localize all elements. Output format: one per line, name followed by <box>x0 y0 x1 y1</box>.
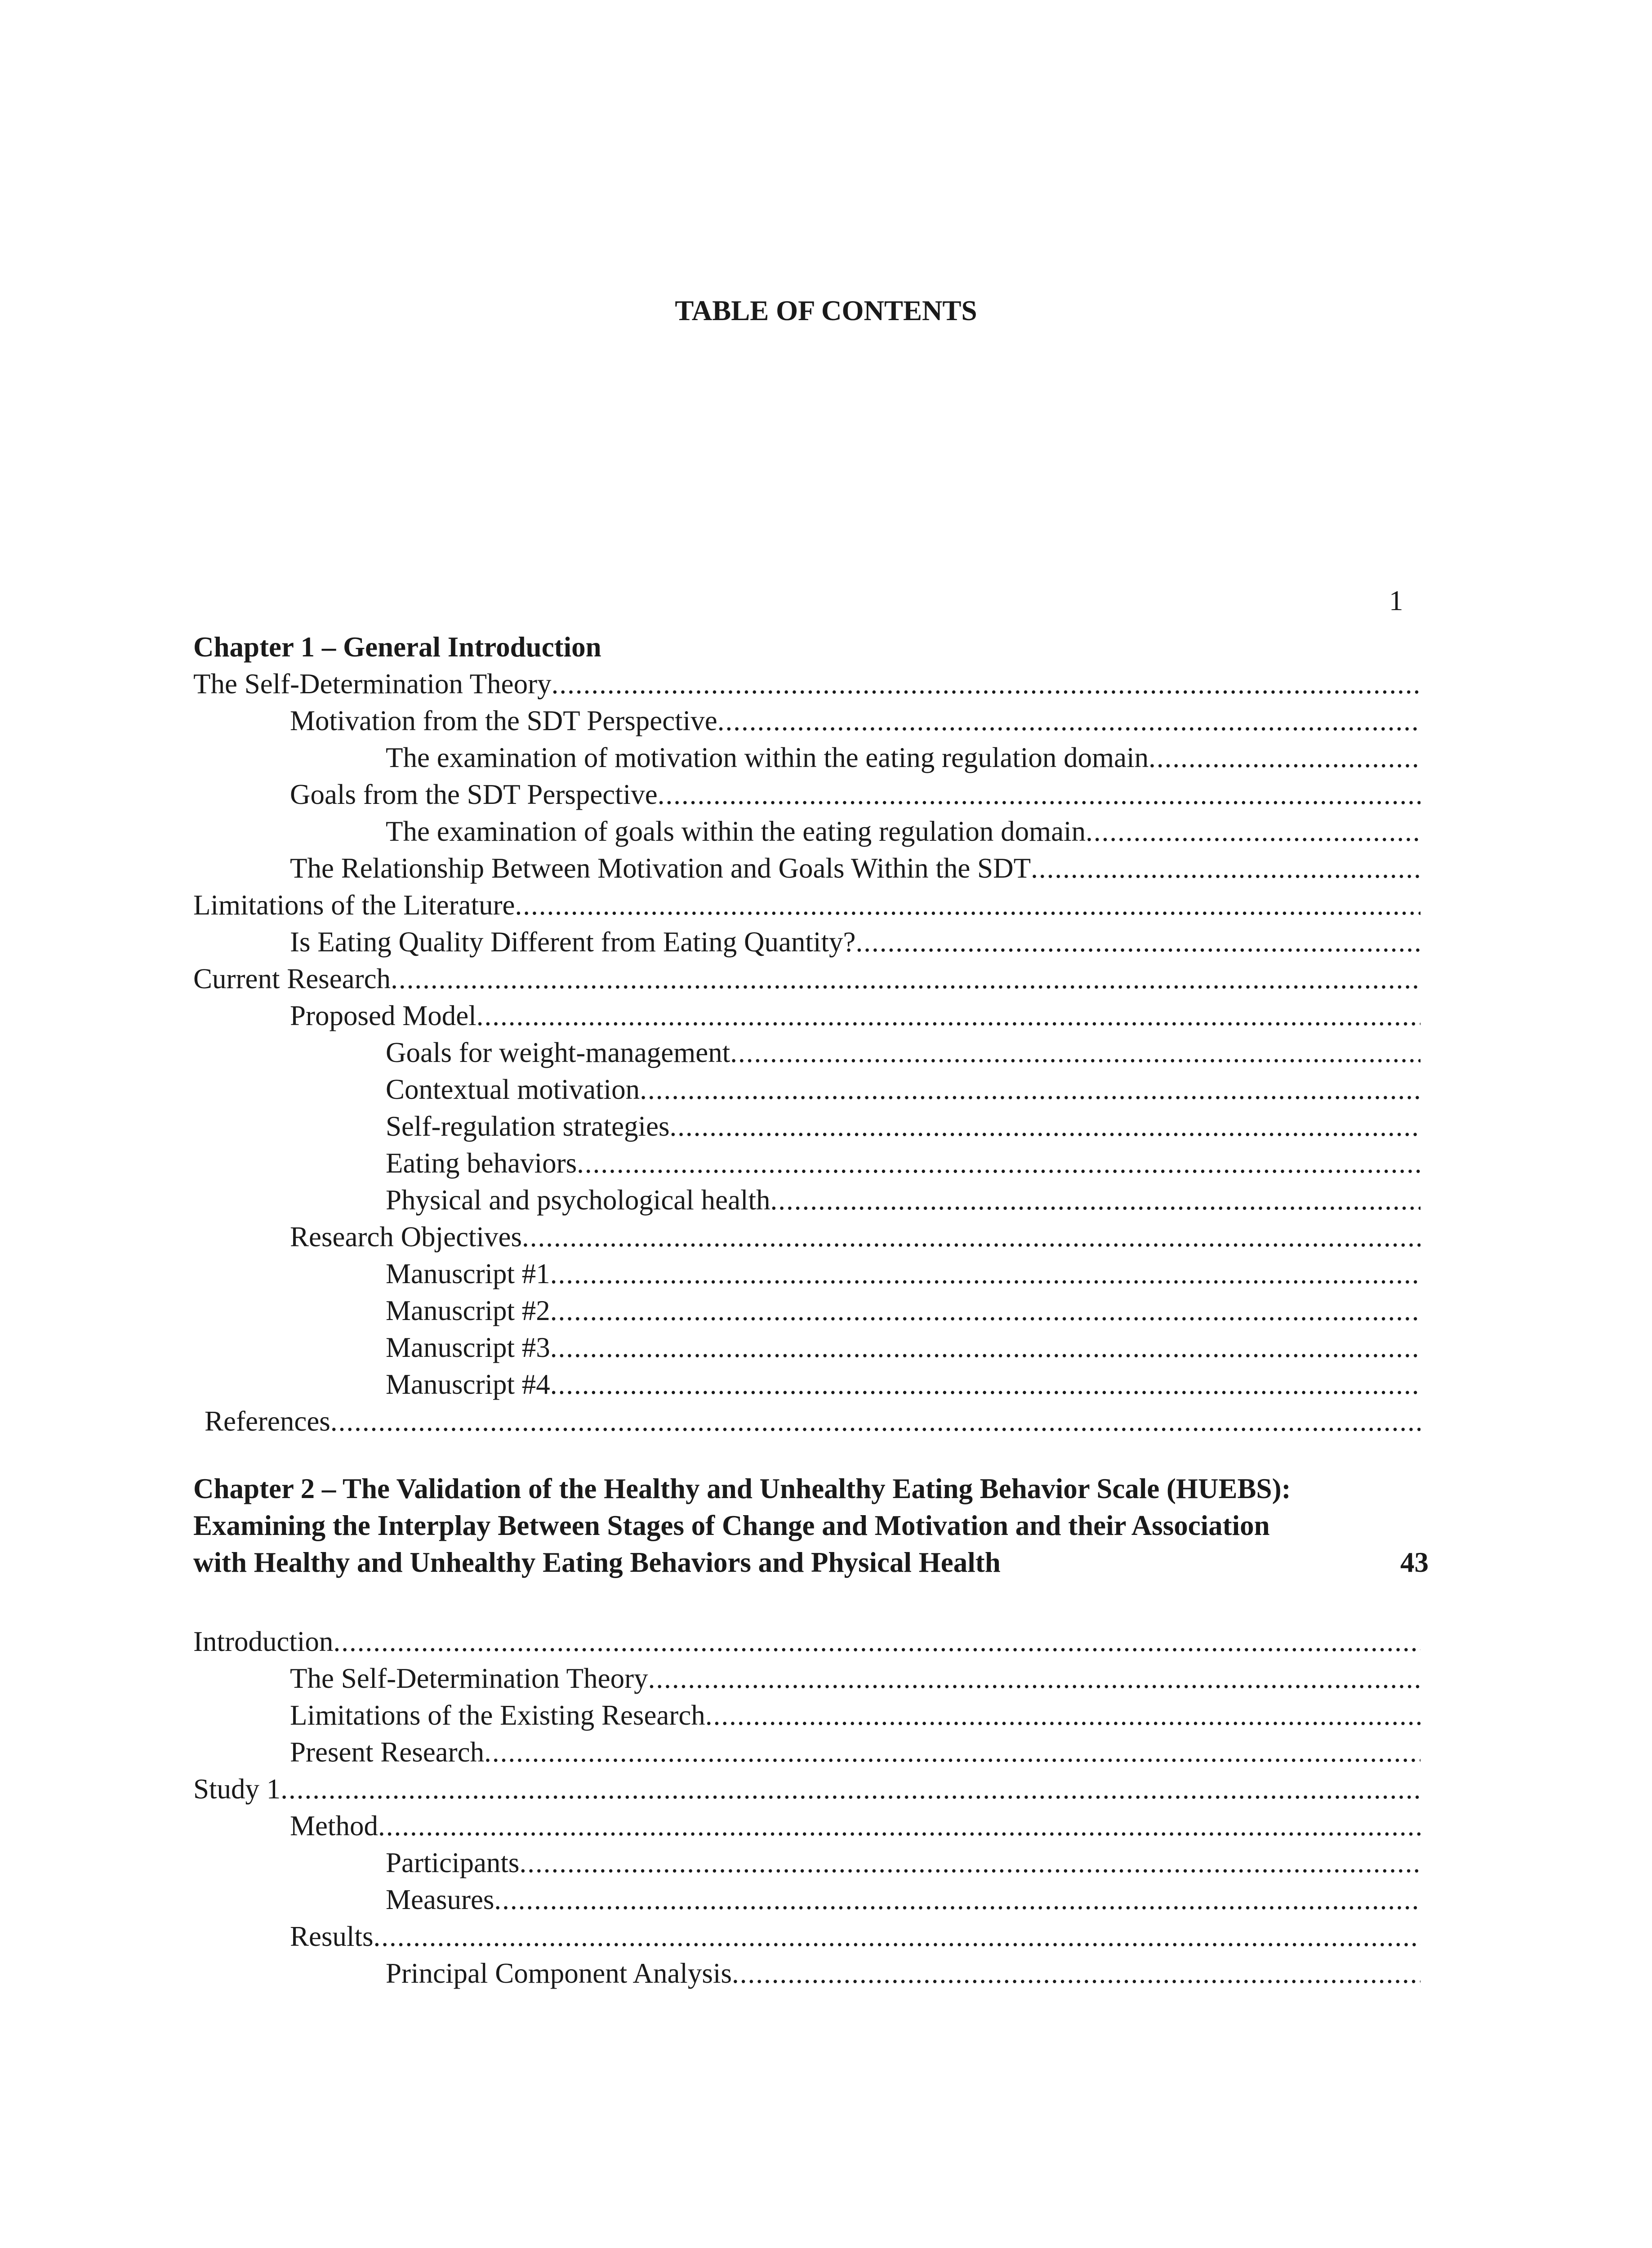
toc-entry-label: The Relationship Between Motivation and Goals Within the SDT <box>290 852 1031 884</box>
toc-dot-leader <box>732 1955 1420 1992</box>
toc-entry[interactable] <box>386 1881 1420 1918</box>
toc-entry-label: Goals for weight-management <box>386 1037 730 1068</box>
toc-dot-leader <box>374 1918 1420 1955</box>
toc-dot-leader <box>550 1366 1420 1403</box>
toc-entry[interactable] <box>386 1844 1420 1881</box>
toc-dot-leader <box>522 1218 1420 1255</box>
toc-entry[interactable] <box>205 1403 1420 1440</box>
chapter1-heading: Chapter 1 – General Introduction <box>193 631 601 663</box>
toc-entry[interactable] <box>290 1697 1420 1734</box>
toc-entry-label: Principal Component Analysis <box>386 1958 732 1989</box>
toc-entry[interactable] <box>386 1366 1420 1403</box>
toc-dot-leader <box>550 1292 1420 1329</box>
toc-dot-leader <box>730 1034 1420 1071</box>
toc-dot-leader <box>640 1071 1420 1108</box>
toc-entry[interactable] <box>386 1034 1420 1071</box>
toc-dot-leader <box>281 1771 1420 1807</box>
toc-dot-leader <box>705 1697 1420 1734</box>
toc-entry-label: Contextual motivation <box>386 1074 640 1105</box>
toc-entry-label: Self-regulation strategies <box>386 1111 670 1142</box>
toc-entry-label: Current Research <box>193 963 391 995</box>
toc-entry-label: Results <box>290 1921 374 1952</box>
toc-entry[interactable] <box>386 739 1420 776</box>
toc-entry-label: Manuscript #1 <box>386 1258 550 1289</box>
toc-entry[interactable] <box>386 1145 1420 1182</box>
toc-dot-leader <box>330 1403 1420 1440</box>
chapter2-heading-line-3: with Healthy and Unhealthy Eating Behaviors and Physical Health <box>193 1547 1001 1578</box>
toc-entry[interactable] <box>193 1771 1420 1807</box>
toc-dot-leader <box>476 997 1420 1034</box>
toc-dot-leader <box>484 1734 1420 1771</box>
toc-entry[interactable] <box>193 1623 1420 1660</box>
toc-entry-label: Present Research <box>290 1736 485 1768</box>
toc-entry-label: The examination of motivation within the eating regulation domain <box>386 742 1149 773</box>
toc-entry-label: Measures <box>386 1884 494 1915</box>
toc-dot-leader <box>770 1182 1420 1218</box>
toc-entry[interactable] <box>386 1329 1420 1366</box>
toc-dot-leader <box>1086 813 1420 850</box>
toc-entry-label: Eating behaviors <box>386 1147 577 1179</box>
chapter2-page-number: 43 <box>1400 1547 1429 1578</box>
toc-dot-leader <box>550 1329 1420 1366</box>
toc-entry[interactable] <box>290 702 1420 739</box>
toc-entry-label: Manuscript #3 <box>386 1332 550 1363</box>
toc-entry-label: Manuscript #2 <box>386 1295 550 1326</box>
toc-dot-leader <box>1149 739 1420 776</box>
toc-dot-leader <box>577 1145 1420 1182</box>
toc-entry[interactable] <box>290 776 1420 813</box>
toc-entry[interactable] <box>193 665 1420 702</box>
toc-entry-label: The Self-Determination Theory <box>193 668 552 700</box>
toc-entry-label: Motivation from the SDT Perspective <box>290 705 717 736</box>
toc-dot-leader <box>378 1807 1420 1844</box>
toc-entry-label: Introduction <box>193 1626 334 1657</box>
toc-entry[interactable] <box>290 923 1420 960</box>
toc-dot-leader <box>494 1881 1420 1918</box>
toc-entry-label: Research Objectives <box>290 1221 522 1253</box>
toc-entry[interactable] <box>290 997 1420 1034</box>
toc-dot-leader <box>550 1255 1420 1292</box>
toc-entry[interactable] <box>386 1955 1420 1992</box>
toc-entry[interactable] <box>386 1255 1420 1292</box>
chapter2-heading-line-1: Chapter 2 – The Validation of the Healthy and Unhealthy Eating Behavior Scale (HUEBS): <box>193 1473 1291 1504</box>
toc-dot-leader <box>552 665 1420 702</box>
toc-entry[interactable] <box>290 1660 1420 1697</box>
toc-dot-leader <box>658 776 1420 813</box>
toc-dot-leader <box>717 702 1420 739</box>
toc-dot-leader <box>1031 850 1420 887</box>
toc-entry[interactable] <box>290 1918 1420 1955</box>
toc-entry[interactable] <box>386 1108 1420 1145</box>
toc-entry-label: The Self-Determination Theory <box>290 1663 648 1694</box>
toc-entry[interactable] <box>386 1071 1420 1108</box>
toc-entry-label: Goals from the SDT Perspective <box>290 779 658 810</box>
toc-entry[interactable] <box>290 1807 1420 1844</box>
toc-entry-label: Participants <box>386 1847 520 1878</box>
toc-entry-label: Study 1 <box>193 1773 281 1805</box>
toc-entry-label: Is Eating Quality Different from Eating Quantity? <box>290 926 856 958</box>
toc-entry-label: Physical and psychological health <box>386 1184 770 1216</box>
toc-entry[interactable] <box>386 813 1420 850</box>
toc-entry-label: Limitations of the Literature <box>193 889 515 921</box>
toc-entry[interactable] <box>290 850 1420 887</box>
toc-dot-leader <box>856 923 1421 960</box>
toc-dot-leader <box>333 1623 1420 1660</box>
chapter2-heading-line-2: Examining the Interplay Between Stages of Change and Motivation and their Association <box>193 1510 1270 1541</box>
toc-dot-leader <box>519 1844 1420 1881</box>
toc-dot-leader <box>670 1108 1420 1145</box>
toc-entry-label: Method <box>290 1810 378 1842</box>
toc-entry[interactable] <box>290 1218 1420 1255</box>
toc-entry-label: The examination of goals within the eating regulation domain <box>386 816 1086 847</box>
toc-entry[interactable] <box>386 1292 1420 1329</box>
toc-entry-label: References <box>205 1405 330 1437</box>
toc-dot-leader <box>391 960 1420 997</box>
toc-entry-label: Manuscript #4 <box>386 1369 550 1400</box>
toc-entry-label: Proposed Model <box>290 1000 476 1031</box>
toc-dot-leader <box>648 1660 1420 1697</box>
toc-title: TABLE OF CONTENTS <box>675 295 977 326</box>
toc-entry-label: Limitations of the Existing Research <box>290 1699 705 1731</box>
toc-dot-leader <box>515 887 1420 923</box>
chapter1-page-number: 1 <box>1389 585 1403 616</box>
toc-entry[interactable] <box>193 887 1420 923</box>
toc-entry[interactable] <box>193 960 1420 997</box>
toc-entry[interactable] <box>290 1734 1420 1771</box>
toc-entry[interactable] <box>386 1182 1420 1218</box>
